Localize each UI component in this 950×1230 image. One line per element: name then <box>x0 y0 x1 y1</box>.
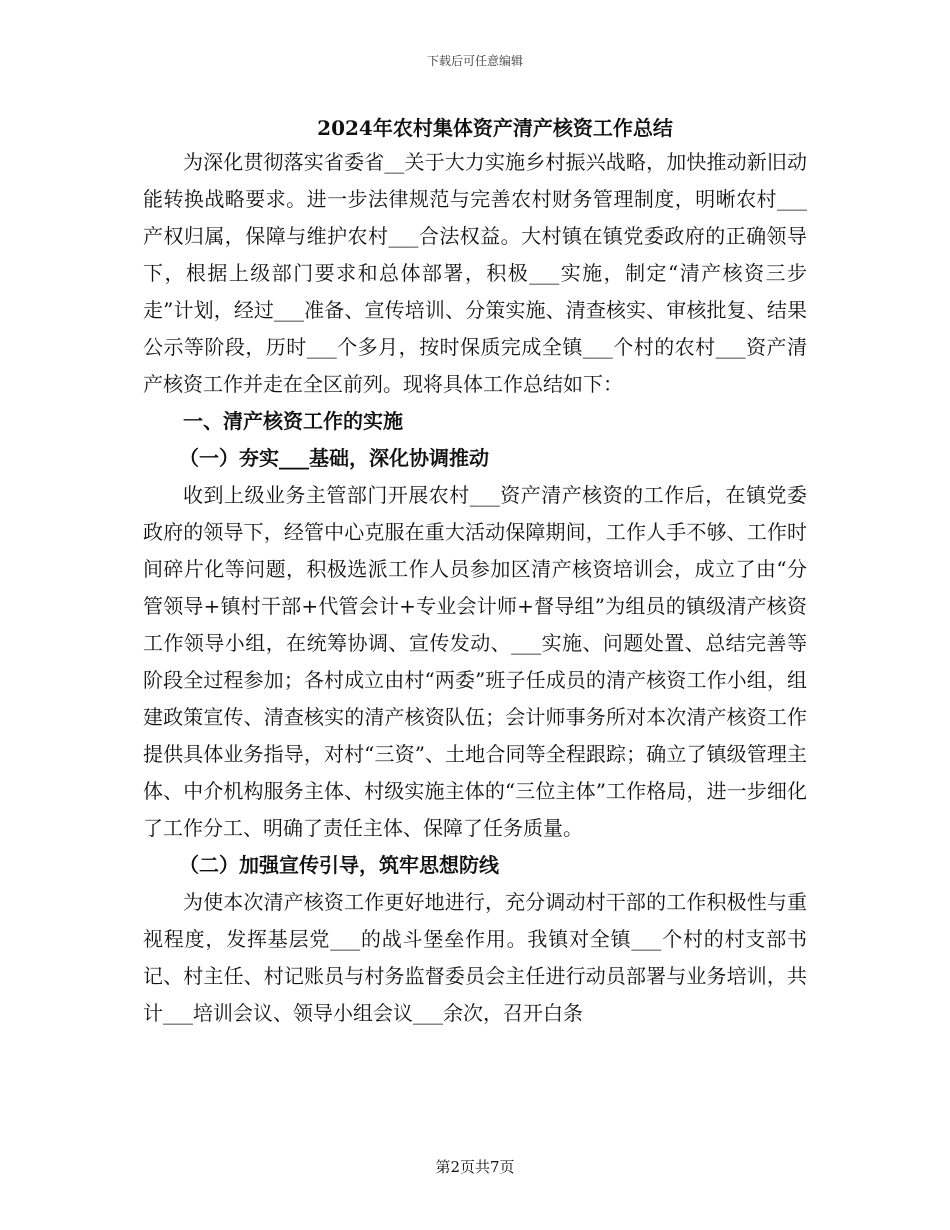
sub-heading-2: （二）加强宣传引导，筑牢思想防线 <box>179 853 499 877</box>
page-header-note: 下载后可任意编辑 <box>426 54 523 68</box>
document-title: 2024年农村集体资产清产核资工作总结 <box>317 116 673 140</box>
intro-paragraph: 为深化贯彻落实省委省__关于大力实施乡村振兴战略，加快推动新旧动能转换战略要求。进一步法律规范与完善农村财务管理制度，明晰农村___产权归属，保障与维护农村___合法权益。大村镇在镇党委政府的正确领导下，根据上级部门要求和总体部署，积极___实施，制定“清产核资三步走”计划，经过___准备、宣传培训、分策实施、清查核实、审核批复、结果公示等阶段，历时___个多月，按时保质完成全镇___个村的农村___资产清产核资工作并走在全区前列。现将具体工作总结如下： <box>143 150 807 396</box>
sub-section-1-paragraph: 收到上级业务主管部门开展农村___资产清产核资的工作后，在镇党委政府的领导下，经管中心克服在重大活动保障期间，工作人手不够、工作时间碎片化等问题，积极选派工作人员参加区清产核资培训会，成立了由“分管领导+镇村干部+代管会计+专业会计师+督导组”为组员的镇级清产核资工作领导小组，在统筹协调、宣传发动、___实施、问题处置、总结完善等阶段全过程参加；各村成立由村“两委”班子任成员的清产核资工作小组，组建政策宣传、清查核实的清产核资队伍；会计师事务所对本次清产核资工作提供具体业务指导，对村“三资”、土地合同等全程跟踪；确立了镇级管理主体、中介机构服务主体、村级实施主体的“三位主体”工作格局，进一步细化了工作分工、明确了责任主体、保障了任务质量。 <box>143 483 807 840</box>
section-heading-1: 一、清产核资工作的实施 <box>183 409 403 433</box>
sub-heading-1: （一）夯实___基础，深化协调推动 <box>179 446 489 470</box>
document-body <box>143 112 807 1032</box>
page-footer-number: 第2页共7页 <box>435 1158 515 1176</box>
sub-section-2-paragraph: 为使本次清产核资工作更好地进行，充分调动村干部的工作积极性与重视程度，发挥基层党___的战斗堡垒作用。我镇对全镇___个村的村支部书记、村主任、村记账员与村务监督委员会主任进行动员部署与业务培训，共计___培训会议、领导小组会议___余次，召开白条 <box>143 890 807 1025</box>
